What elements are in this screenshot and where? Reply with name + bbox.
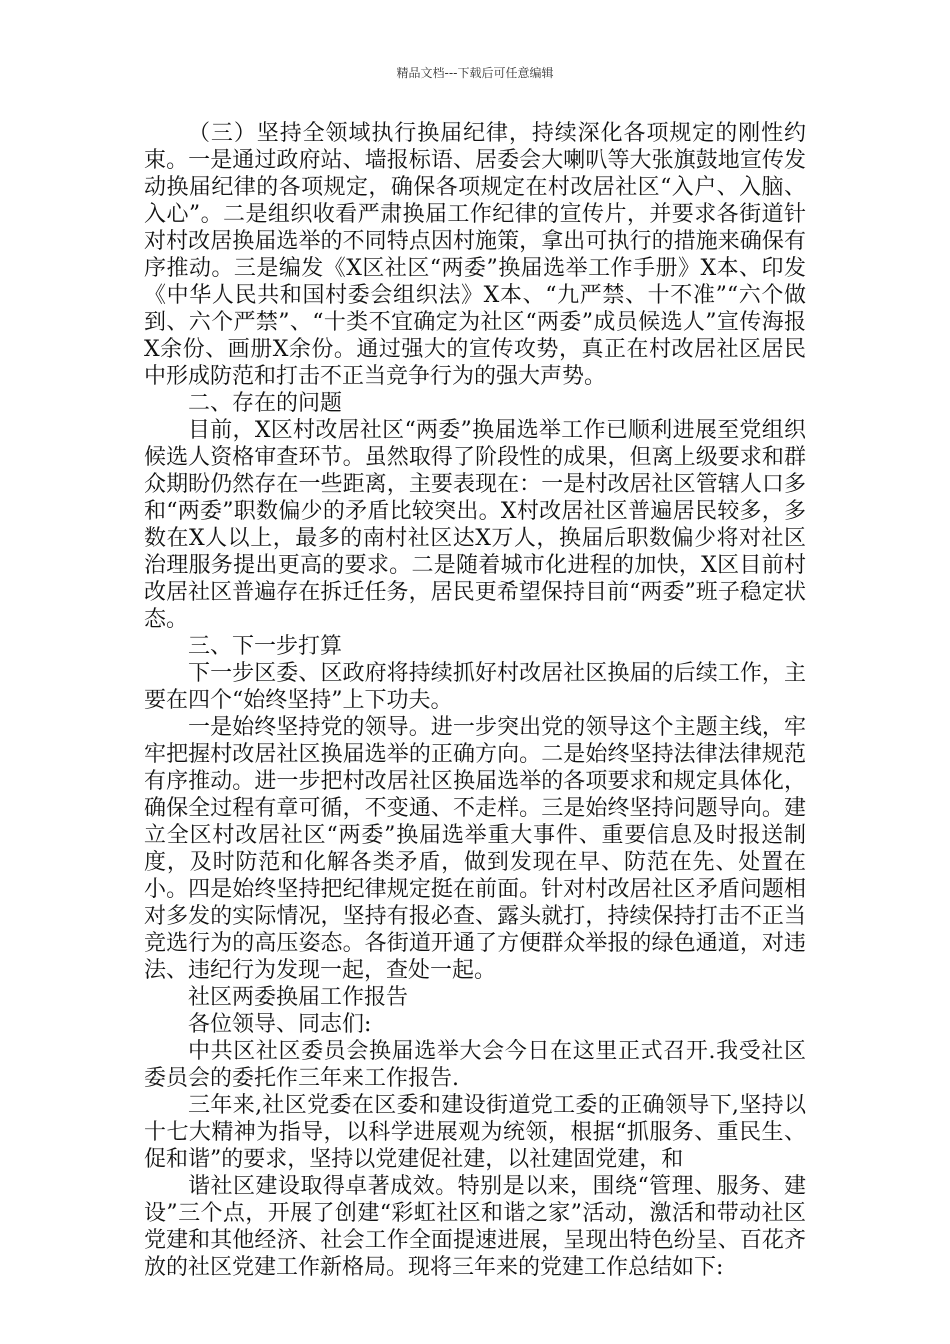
paragraph-discipline: （三）坚持全领域执行换届纪律，持续深化各项规定的刚性约束。一是通过政府站、墙报标语、居委会大喇叭等大张旗鼓地宣传发动换届纪律的各项规定，确保各项规定在村改居社区“入户、入脑、入心”。二是组织收看严肃换届工作纪律的宣传片，并要求各街道针对村改居换届选举的不同特点因村施策，拿出可执行的措施来确保有序推动。三是编发《X区社区“两委”换届选举工作手册》X本、印发《中华人民共和国村委会组织法》X本、“九严禁、十不准”“六个做到、六个严禁”、“十类不宜确定为社区“两委”成员候选人”宣传海报X余份、画册X余份。通过强大的宣传攻势，真正在村改居社区居民中形成防范和打击不正当竞争行为的强大声势。 [144, 121, 806, 389]
paragraph-next-steps-detail: 一是始终坚持党的领导。进一步突出党的领导这个主题主线，牢牢把握村改居社区换届选举的正确方向。二是始终坚持法律法律规范有序推动。进一步把村改居社区换届选举的各项要求和规定具体化，确保全过程有章可循，不变通、不走样。三是始终坚持问题导向。建立全区村改居社区“两委”换届选举重大事件、重要信息及时报送制度，及时防范和化解各类矛盾，做到发现在早、防范在先、处置在小。四是始终坚持把纪律规定挺在前面。针对村改居社区矛盾问题相对多发的实际情况，坚持有报必查、露头就打，持续保持打击不正当竞选行为的高压姿态。各街道开通了方便群众举报的绿色通道，对违法、违纪行为发现一起，查处一起。 [144, 715, 806, 983]
document-body [144, 120, 806, 1281]
report-title: 社区两委换届工作报告 [188, 985, 409, 1010]
section-heading-problems: 二、存在的问题 [188, 391, 343, 416]
page-header: 精品文档---下载后可任意编辑 [396, 66, 554, 80]
paragraph-next-steps-intro: 下一步区委、区政府将持续抓好村改居社区换届的后续工作，主要在四个“始终坚持”上下功夫。 [144, 661, 806, 713]
section-heading-next-steps: 三、下一步打算 [188, 634, 343, 659]
paragraph-harmony: 谐社区建设取得卓著成效。特别是以来，围绕“管理、服务、建设”三个点，开展了创建“彩虹社区和谐之家”活动，激活和带动社区党建和其他经济、社会工作全面提速进展，呈现出特色纷呈、百花齐放的社区党建工作新格局。现将三年来的党建工作总结如下: [144, 1174, 806, 1280]
paragraph-problems: 目前，X区村改居社区“两委”换届选举工作已顺利进展至党组织候选人资格审查环节。虽然取得了阶段性的成果，但离上级要求和群众期盼仍然存在一些距离，主要表现在：一是村改居社区管辖人口多和“两委”职数偏少的矛盾比较突出。X村改居社区普遍居民较多，多数在X人以上，最多的南村社区达X万人，换届后职数偏少将对社区治理服务提出更高的要求。二是随着城市化进程的加快，X区目前村改居社区普遍存在拆迁任务，居民更希望保持目前“两委”班子稳定状态。 [144, 418, 806, 632]
paragraph-opening: 中共区社区委员会换届选举大会今日在这里正式召开.我受社区委员会的委托作三年来工作报告. [144, 1039, 806, 1091]
paragraph-three-years: 三年来,社区党委在区委和建设街道党工委的正确领导下,坚持以十七大精神为指导，以科学进展观为统领，根据“抓服务、重民生、促和谐”的要求，坚持以党建促社建，以社建固党建，和 [144, 1093, 806, 1172]
salutation: 各位领导、同志们: [188, 1012, 372, 1037]
